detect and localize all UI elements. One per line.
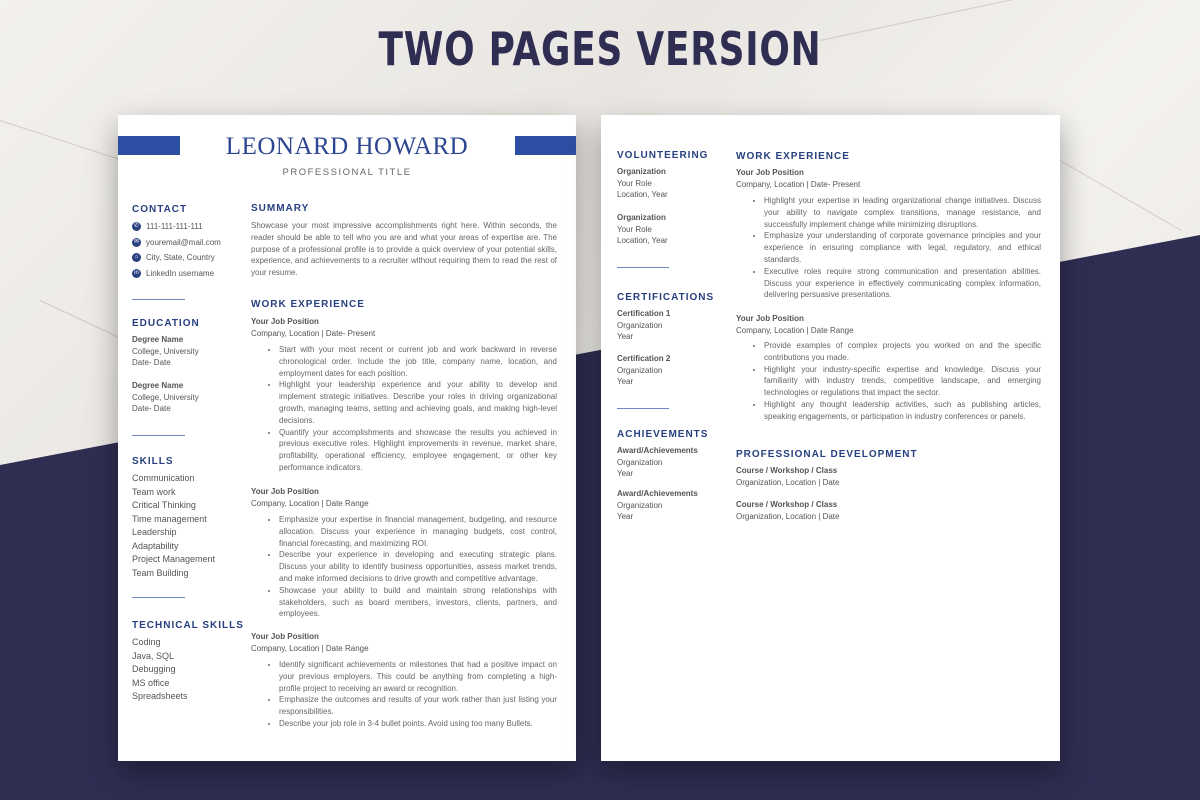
bullet-item: • Provide examples of complex projects you worked on and the specific contributions you made. xyxy=(764,340,1041,364)
job-header xyxy=(251,316,375,339)
technical-skill-item: Spreadsheets xyxy=(132,691,188,701)
organization: Organization xyxy=(617,500,663,510)
divider xyxy=(132,597,185,598)
technical-skill-item: Debugging xyxy=(132,664,176,674)
email-icon: ✉ xyxy=(133,239,140,245)
achievement-item xyxy=(617,488,698,523)
job-position: Your Job Position xyxy=(736,168,804,177)
certification-item xyxy=(617,353,670,388)
headline: TWO PAGES VERSION xyxy=(378,22,822,76)
technical-skills-heading: TECHNICAL SKILLS xyxy=(132,620,244,631)
school: College, University xyxy=(132,346,199,356)
divider xyxy=(617,408,669,409)
job-bullets xyxy=(267,514,557,620)
linkedin-text: LinkedIn username xyxy=(146,269,215,278)
skill-item: Team work xyxy=(132,486,176,497)
divider xyxy=(617,267,669,268)
skill-item: Leadership xyxy=(132,527,177,537)
bullet-item: • Start with your most recent or current job and work backward in reverse chronological order. Include the job title, company name, location, and employment dates for each position. xyxy=(279,344,557,379)
bullet-item: • Executive roles require strong communication and presentation abilities. Discuss your experience in effectively communicating complex information, delivering persuasive presentations. xyxy=(764,266,1041,301)
education-item xyxy=(132,380,199,415)
bullet-item: • Highlight your expertise in leading organizational change initiatives. Discuss your ability to navigate complex transitions, manage resistance, and successfully implement change while minimizing disruptions. xyxy=(764,195,1041,230)
contact-location xyxy=(132,253,215,262)
bullet-item: • Identify significant achievements or milestones that had a positive impact on your previous employers. This could be anything from completing a high-profile project to receiving an award or recognition. xyxy=(279,659,557,694)
contact-linkedin xyxy=(132,269,214,278)
certification-item xyxy=(617,308,670,343)
job-company: Company, Location | Date Range xyxy=(251,643,369,653)
email-text: youremail@mail.com xyxy=(146,238,221,247)
skill-item: Team Building xyxy=(132,567,189,578)
year: Year xyxy=(617,469,634,479)
award-name: Award/Achievements xyxy=(617,446,698,455)
year: Year xyxy=(617,332,634,342)
location-year: Location, Year xyxy=(617,236,668,246)
resume-page-1 xyxy=(118,115,576,761)
job-bullets xyxy=(267,344,557,474)
organization: Organization xyxy=(617,457,663,467)
job-position: Your Job Position xyxy=(251,632,319,641)
bullet-item: • Highlight your leadership experience and your ability to develop and implement strategic initiatives. Describe your roles in driving organizational growth, managing teams, setting and achieving goals, and making high-level decisions. xyxy=(279,379,557,426)
phone-icon: ✆ xyxy=(133,223,140,229)
marble-vein xyxy=(1060,160,1182,231)
degree-name: Degree Name xyxy=(132,381,184,390)
achievements-heading: ACHIEVEMENTS xyxy=(617,429,709,440)
technical-skill-item: Coding xyxy=(132,637,161,647)
year: Year xyxy=(617,512,634,522)
location-text: City, State, Country xyxy=(146,253,215,262)
contact-phone xyxy=(132,222,203,231)
summary-text: Showcase your most impressive accomplishments right here. Within seconds, the reader should be able to tell who you are and what your areas of expertise are. The purpose of a professional profile is to provide a quick overview of your potential skills, experience, and achievements to a recruiter without requiring them to read the rest of your resume. xyxy=(251,221,557,278)
professional-title: PROFESSIONAL TITLE xyxy=(282,167,412,178)
role: Your Role xyxy=(617,224,652,234)
job-bullets xyxy=(752,195,1041,301)
organization: Organization xyxy=(617,320,663,330)
bullet-item: • Emphasize your expertise in financial management, budgeting, and resource allocation. Discuss your experience in managing budgets, cost control, financial forecasting, and maximizing ROI. xyxy=(279,514,557,549)
job-company: Company, Location | Date- Present xyxy=(251,328,376,338)
professional-development-heading: PROFESSIONAL DEVELOPMENT xyxy=(736,449,918,460)
job-company: Company, Location | Date Range xyxy=(736,325,854,335)
volunteering-item xyxy=(617,212,668,247)
resume-page-2 xyxy=(601,115,1060,761)
job-header xyxy=(736,167,860,190)
linkedin-icon: in xyxy=(132,269,141,278)
divider xyxy=(132,435,185,436)
year: Year xyxy=(617,377,634,387)
volunteering-heading: VOLUNTEERING xyxy=(617,150,709,161)
bullet-item: • Quantify your accomplishments and showcase the results you achieved in previous executive roles. Highlight improvements in revenue, market share, profitability, operational efficiency, employee engagement, or other key performance indicators. xyxy=(279,427,557,474)
job-company: Company, Location | Date Range xyxy=(251,498,369,508)
bullet-item: • Highlight your industry-specific expertise and knowledge. Discuss your familiarity with industry trends, competitive landscape, and emerging technologies or regulations that impact the sector. xyxy=(764,364,1041,399)
achievement-item xyxy=(617,445,698,480)
bullet-item: • Emphasize the outcomes and results of your work rather than just listing your responsibilities. xyxy=(279,694,557,718)
certification-name: Certification 2 xyxy=(617,354,671,363)
job-header xyxy=(251,631,369,654)
home-icon: ⌂ xyxy=(132,253,141,262)
job-header xyxy=(736,313,854,336)
education-heading: EDUCATION xyxy=(132,318,200,329)
course-name: Course / Workshop / Class xyxy=(736,466,838,475)
bullet-item: • Describe your job role in 3-4 bullet points. Avoid using too many Bullets. xyxy=(279,718,557,730)
organization: Organization xyxy=(617,213,666,222)
volunteering-item xyxy=(617,166,668,201)
technical-skill-item: MS office xyxy=(132,677,170,688)
skill-item: Project Management xyxy=(132,554,216,564)
skill-item: Communication xyxy=(132,473,195,483)
course-name: Course / Workshop / Class xyxy=(736,500,838,509)
skill-item: Adaptability xyxy=(132,540,179,551)
course-info: Organization, Location | Date xyxy=(736,511,840,521)
bullet-item: • Showcase your ability to build and maintain strong relationships with stakeholders, such as board members, investors, clients, partners, and employees. xyxy=(279,585,557,620)
location-year: Location, Year xyxy=(617,190,668,200)
phone-text: 111-111-111-111 xyxy=(146,222,203,231)
bullet-item: • Highlight any thought leadership activities, such as publishing articles, speaking engagements, or participation in industry conferences or panels. xyxy=(764,399,1041,423)
job-bullets xyxy=(752,340,1041,423)
organization: Organization xyxy=(617,365,663,375)
course-info: Organization, Location | Date xyxy=(736,477,840,487)
skill-item: Critical Thinking xyxy=(132,500,196,510)
course-item xyxy=(736,465,839,488)
contact-email xyxy=(132,238,221,247)
certifications-heading: CERTIFICATIONS xyxy=(617,292,715,303)
skill-item: Time management xyxy=(132,513,207,524)
technical-skills-list xyxy=(132,636,188,704)
bullet-item: • Emphasize your understanding of corporate governance principles and your experience in ensuring compliance with legal, regulatory, and ethical standards. xyxy=(764,230,1041,265)
organization: Organization xyxy=(617,167,666,176)
certification-name: Certification 1 xyxy=(617,309,671,318)
role: Your Role xyxy=(617,178,652,188)
job-header xyxy=(251,486,369,509)
course-item xyxy=(736,499,839,522)
technical-skill-item: Java, SQL xyxy=(132,650,175,661)
dates: Date- Date xyxy=(132,404,171,414)
dates: Date- Date xyxy=(132,358,171,368)
job-position: Your Job Position xyxy=(251,317,319,326)
skills-heading: SKILLS xyxy=(132,456,174,467)
work-experience-heading: WORK EXPERIENCE xyxy=(736,151,850,162)
contact-heading: CONTACT xyxy=(132,204,188,215)
school: College, University xyxy=(132,392,199,402)
job-company: Company, Location | Date- Present xyxy=(736,179,861,189)
resume-name: LEONARD HOWARD xyxy=(225,133,469,160)
summary-heading: SUMMARY xyxy=(251,203,310,214)
skills-list xyxy=(132,472,215,580)
divider xyxy=(132,299,185,300)
degree-name: Degree Name xyxy=(132,335,184,344)
work-experience-heading: WORK EXPERIENCE xyxy=(251,299,365,310)
education-item xyxy=(132,334,199,369)
job-position: Your Job Position xyxy=(736,314,804,323)
job-bullets xyxy=(267,659,557,730)
job-position: Your Job Position xyxy=(251,487,319,496)
bullet-item: • Describe your experience in developing and executing strategic plans. Discuss your ability to identify business opportunities, assess market trends, and make informed decisions to drive growth and competitive advantage. xyxy=(279,549,557,584)
award-name: Award/Achievements xyxy=(617,489,698,498)
